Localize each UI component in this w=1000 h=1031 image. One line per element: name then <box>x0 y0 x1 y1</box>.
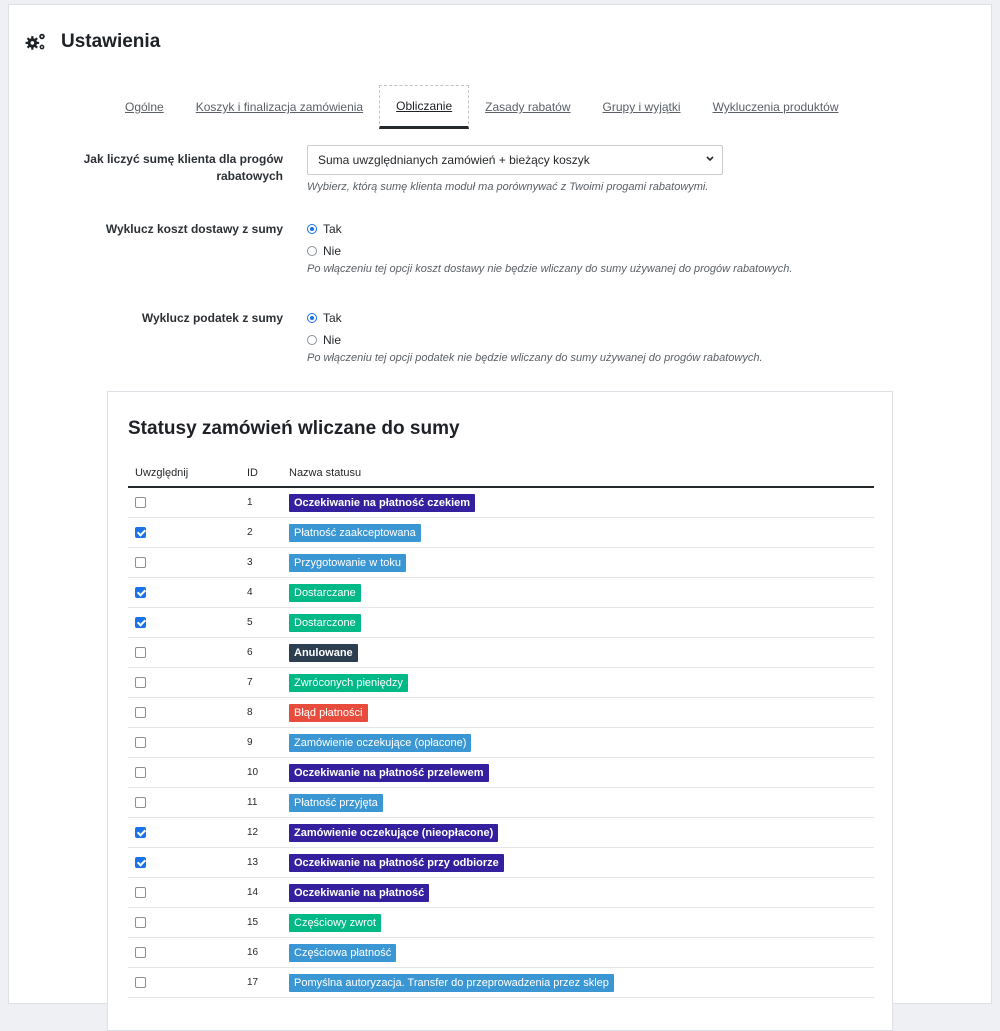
status-badge: Częściowy zwrot <box>289 914 381 932</box>
include-cell <box>128 518 247 548</box>
status-id: 1 <box>247 487 289 518</box>
status-name-cell <box>289 848 874 878</box>
status-id: 3 <box>247 548 289 578</box>
status-name-cell <box>289 548 874 578</box>
status-name-cell <box>289 698 874 728</box>
order-statuses-table <box>128 460 874 998</box>
status-badge: Zamówienie oczekujące (opłacone) <box>289 734 471 752</box>
radio-dot[interactable] <box>307 313 317 323</box>
status-id: 15 <box>247 908 289 938</box>
status-name-cell <box>289 608 874 638</box>
radio-label: Nie <box>323 333 342 347</box>
table-row <box>128 908 874 938</box>
table-row <box>128 758 874 788</box>
status-id: 6 <box>247 638 289 668</box>
include-checkbox[interactable] <box>135 557 146 568</box>
gears-icon <box>25 31 47 53</box>
radio-label: Nie <box>323 244 342 258</box>
page-title: Ustawienia <box>61 31 161 52</box>
sum-mode-label: Jak liczyć sumę klienta dla progów rabatowych <box>83 152 283 183</box>
include-checkbox[interactable] <box>135 947 146 958</box>
order-statuses-card <box>107 391 893 1031</box>
include-cell <box>128 728 247 758</box>
status-badge: Przygotowanie w toku <box>289 554 406 572</box>
include-cell <box>128 608 247 638</box>
status-id: 7 <box>247 668 289 698</box>
status-name-cell <box>289 878 874 908</box>
sum-mode-select[interactable] <box>307 145 723 175</box>
include-checkbox[interactable] <box>135 797 146 808</box>
table-row <box>128 818 874 848</box>
include-cell <box>128 968 247 998</box>
table-row <box>128 548 874 578</box>
exclude-tax-help: Po włączeniu tej opcji podatek nie będzie wliczany do sumy używanej do progów rabatowych. <box>307 352 763 364</box>
include-cell <box>128 758 247 788</box>
status-badge: Anulowane <box>289 644 358 662</box>
include-checkbox[interactable] <box>135 647 146 658</box>
radio-label: Tak <box>323 311 342 325</box>
table-row <box>128 788 874 818</box>
table-row <box>128 878 874 908</box>
status-id: 4 <box>247 578 289 608</box>
include-cell <box>128 878 247 908</box>
status-badge: Oczekiwanie na płatność <box>289 884 429 902</box>
radio-dot[interactable] <box>307 335 317 345</box>
status-id: 17 <box>247 968 289 998</box>
table-row <box>128 578 874 608</box>
include-checkbox[interactable] <box>135 917 146 928</box>
table-row <box>128 608 874 638</box>
exclude-shipping-no-radio[interactable] <box>307 241 792 261</box>
status-id: 9 <box>247 728 289 758</box>
include-cell <box>128 788 247 818</box>
include-cell <box>128 487 247 518</box>
table-row <box>128 938 874 968</box>
sum-mode-help: Wybierz, którą sumę klienta moduł ma porównywać z Twoimi progami rabatowymi. <box>307 181 709 193</box>
include-cell <box>128 818 247 848</box>
status-name-cell <box>289 728 874 758</box>
order-statuses-body <box>128 487 874 998</box>
include-cell <box>128 698 247 728</box>
page-header <box>25 31 160 53</box>
table-row <box>128 968 874 998</box>
include-cell <box>128 638 247 668</box>
status-badge: Oczekiwanie na płatność przelewem <box>289 764 489 782</box>
tab-discount-rules[interactable]: Zasady rabatów <box>485 100 571 114</box>
include-checkbox[interactable] <box>135 497 146 508</box>
status-id: 13 <box>247 848 289 878</box>
table-header-row <box>128 460 874 487</box>
status-name-cell <box>289 518 874 548</box>
include-checkbox[interactable] <box>135 527 146 538</box>
status-name-cell <box>289 578 874 608</box>
exclude-shipping-label: Wyklucz koszt dostawy z sumy <box>105 222 283 236</box>
exclude-shipping-yes-radio[interactable] <box>307 219 792 239</box>
status-badge: Dostarczone <box>289 614 361 632</box>
status-id: 16 <box>247 938 289 968</box>
include-checkbox[interactable] <box>135 827 146 838</box>
status-name-cell <box>289 938 874 968</box>
exclude-shipping-help: Po włączeniu tej opcji koszt dostawy nie będzie wliczany do sumy używanej do progów rabatowych. <box>307 263 793 275</box>
order-statuses-title: Statusy zamówień wliczane do sumy <box>128 418 460 439</box>
status-name-cell <box>289 487 874 518</box>
exclude-tax-label: Wyklucz podatek z sumy <box>141 311 283 325</box>
table-row <box>128 728 874 758</box>
column-header-id: ID <box>247 460 289 487</box>
include-cell <box>128 548 247 578</box>
status-name-cell <box>289 758 874 788</box>
table-row <box>128 638 874 668</box>
include-checkbox[interactable] <box>135 617 146 628</box>
status-name-cell <box>289 788 874 818</box>
table-row <box>128 518 874 548</box>
status-badge: Zamówienie oczekujące (nieopłacone) <box>289 824 498 842</box>
status-badge: Oczekiwanie na płatność przy odbiorze <box>289 854 504 872</box>
include-checkbox[interactable] <box>135 677 146 688</box>
status-badge: Częściowa płatność <box>289 944 396 962</box>
include-checkbox[interactable] <box>135 857 146 868</box>
table-row <box>128 698 874 728</box>
status-badge: Pomyślna autoryzacja. Transfer do przeprowadzenia przez sklep <box>289 974 614 992</box>
include-checkbox[interactable] <box>135 887 146 898</box>
radio-dot[interactable] <box>307 224 317 234</box>
include-cell <box>128 938 247 968</box>
tab-groups-exceptions[interactable]: Grupy i wyjątki <box>602 100 681 114</box>
include-checkbox[interactable] <box>135 737 146 748</box>
radio-label: Tak <box>323 222 342 236</box>
status-id: 2 <box>247 518 289 548</box>
status-badge: Błąd płatności <box>289 704 368 722</box>
status-id: 10 <box>247 758 289 788</box>
exclude-tax-yes-radio[interactable] <box>307 308 763 328</box>
tab-product-exclusions[interactable]: Wykluczenia produktów <box>712 100 839 114</box>
radio-dot[interactable] <box>307 246 317 256</box>
settings-panel <box>8 4 992 1004</box>
status-badge: Zwróconych pieniędzy <box>289 674 408 692</box>
column-header-include: Uwzględnij <box>128 460 247 487</box>
tab-bar <box>109 85 855 131</box>
include-checkbox[interactable] <box>135 977 146 988</box>
exclude-tax-no-radio[interactable] <box>307 330 763 350</box>
status-name-cell <box>289 638 874 668</box>
status-badge: Dostarczane <box>289 584 361 602</box>
include-checkbox[interactable] <box>135 767 146 778</box>
include-cell <box>128 578 247 608</box>
status-id: 14 <box>247 878 289 908</box>
status-name-cell <box>289 908 874 938</box>
status-id: 5 <box>247 608 289 638</box>
table-row <box>128 487 874 518</box>
tab-calculation[interactable]: Obliczanie <box>379 85 469 129</box>
include-cell <box>128 668 247 698</box>
status-badge: Oczekiwanie na płatność czekiem <box>289 494 475 512</box>
column-header-name: Nazwa statusu <box>289 460 874 487</box>
status-name-cell <box>289 968 874 998</box>
status-badge: Płatność zaakceptowana <box>289 524 421 542</box>
include-checkbox[interactable] <box>135 707 146 718</box>
table-row <box>128 848 874 878</box>
tab-general[interactable]: Ogólne <box>125 100 164 114</box>
status-id: 12 <box>247 818 289 848</box>
status-id: 8 <box>247 698 289 728</box>
status-badge: Płatność przyjęta <box>289 794 383 812</box>
table-row <box>128 668 874 698</box>
status-name-cell <box>289 818 874 848</box>
status-id: 11 <box>247 788 289 818</box>
include-cell <box>128 908 247 938</box>
include-cell <box>128 848 247 878</box>
include-checkbox[interactable] <box>135 587 146 598</box>
tab-cart-checkout[interactable]: Koszyk i finalizacja zamówienia <box>195 100 364 114</box>
status-name-cell <box>289 668 874 698</box>
